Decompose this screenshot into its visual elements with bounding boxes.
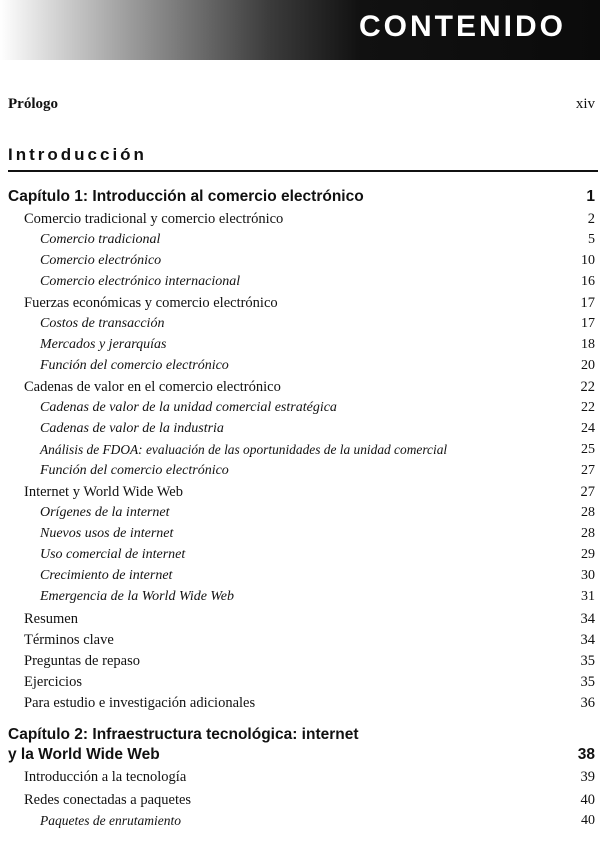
toc-subentry[interactable] (0, 253, 600, 273)
toc-entry[interactable] (0, 769, 600, 789)
toc-entry-label: Crecimiento de internet (40, 568, 173, 583)
toc-entry-label: Redes conectadas a paquetes (24, 792, 192, 808)
toc-subentry[interactable] (0, 568, 600, 588)
toc-entry[interactable] (0, 632, 600, 652)
chapter-page: 38 (577, 746, 595, 763)
toc-entry-label: Resumen (24, 611, 78, 627)
toc-entry-label: Ejercicios (24, 674, 82, 690)
toc-entry-label: Uso comercial de internet (40, 547, 186, 562)
toc-entry-page: 29 (581, 547, 595, 562)
toc-subentry[interactable] (0, 316, 600, 336)
toc-entry[interactable] (0, 653, 600, 673)
toc-entry-label: Comercio electrónico internacional (40, 274, 241, 289)
toc-subentry[interactable] (0, 463, 600, 483)
toc-entry-label: Comercio tradicional (40, 232, 161, 247)
toc-entry-page: 30 (581, 568, 595, 583)
toc-entry[interactable] (0, 695, 600, 715)
section-title: Introducción (8, 145, 147, 164)
toc-entry-page: 28 (581, 526, 595, 541)
toc-subentry[interactable] (0, 526, 600, 546)
toc-entry-label: Cadenas de valor de la unidad comercial estratégica (40, 400, 337, 415)
toc-entry-page: 17 (580, 295, 595, 311)
toc-entry-page: 18 (581, 337, 595, 352)
chapter-title: Capítulo 2: Infraestructura tecnológica: internet (8, 726, 359, 743)
toc-entry-page: 39 (580, 769, 595, 785)
toc-entry-prologue[interactable] (0, 96, 600, 116)
toc-entry[interactable] (0, 674, 600, 694)
toc-subentry[interactable] (0, 232, 600, 252)
toc-entry-page: 35 (580, 653, 595, 669)
toc-entry-label: Análisis de FDOA: evaluación de las oportunidades de la unidad comercial (40, 442, 448, 457)
toc-entry-label: Internet y World Wide Web (24, 484, 183, 500)
toc-entry-page: 22 (580, 379, 595, 395)
toc-entry-label: Comercio electrónico (40, 253, 162, 268)
toc-entry-page: 27 (580, 484, 595, 500)
toc-subentry[interactable] (0, 589, 600, 609)
toc-subentry[interactable] (0, 505, 600, 525)
toc-entry-page: 28 (581, 505, 595, 520)
toc-entry-label: Función del comercio electrónico (40, 463, 229, 478)
toc-entry-page: 40 (581, 813, 595, 828)
toc-subentry[interactable] (0, 337, 600, 357)
toc-entry-label: Nuevos usos de internet (40, 526, 174, 541)
toc-entry-page: 34 (580, 632, 595, 648)
toc-entry-label: Términos clave (24, 632, 114, 648)
toc-entry-label: Introducción a la tecnología (24, 769, 187, 785)
toc-entry-label: Cadenas de valor de la industria (40, 421, 224, 436)
page-title: CONTENIDO (359, 10, 566, 43)
toc-entry-label: Cadenas de valor en el comercio electrónico (24, 379, 281, 395)
toc-entry-label: Fuerzas económicas y comercio electrónico (24, 295, 278, 311)
toc-entry[interactable] (0, 484, 600, 504)
toc-subentry[interactable] (0, 813, 600, 833)
toc-subentry[interactable] (0, 547, 600, 567)
toc-entry-page: 40 (580, 792, 595, 808)
toc-subentry[interactable] (0, 442, 600, 462)
toc-entry-label: Comercio tradicional y comercio electrónico (24, 211, 284, 227)
toc-entry[interactable] (0, 611, 600, 631)
toc-entry-label: Para estudio e investigación adicionales (24, 695, 256, 711)
toc-entry-page: 16 (581, 274, 595, 289)
toc-subentry[interactable] (0, 358, 600, 378)
section-heading (8, 145, 598, 165)
toc-entry-page: 36 (580, 695, 595, 711)
toc-chapter-1[interactable] (0, 188, 600, 208)
toc-entry-label: Paquetes de enrutamiento (40, 813, 181, 828)
toc-chapter-2-line1[interactable] (0, 726, 600, 746)
toc-entry-label: Preguntas de repaso (24, 653, 140, 669)
toc-entry[interactable] (0, 211, 600, 231)
toc-entry-label: Función del comercio electrónico (40, 358, 229, 373)
toc-subentry[interactable] (0, 421, 600, 441)
toc-entry-label: Prólogo (8, 96, 58, 112)
toc-subentry[interactable] (0, 400, 600, 420)
toc-entry-page: 20 (581, 358, 595, 373)
toc-chapter-2-line2[interactable] (0, 746, 600, 766)
chapter-page: 1 (586, 188, 595, 205)
toc-entry-page: 31 (581, 589, 595, 604)
toc-entry-page: 24 (581, 421, 595, 436)
toc-entry-page: 35 (580, 674, 595, 690)
toc-entry-page: 17 (581, 316, 595, 331)
toc-entry-label: Costos de transacción (40, 316, 165, 331)
toc-entry-page: 22 (581, 400, 595, 415)
toc-entry-page: 2 (587, 211, 595, 227)
toc-entry-page: 10 (581, 253, 595, 268)
chapter-title: Capítulo 1: Introducción al comercio electrónico (8, 188, 364, 205)
header-band (0, 0, 600, 60)
toc-entry-page: xiv (575, 96, 595, 112)
toc-entry-label: Mercados y jerarquías (40, 337, 167, 352)
toc-entry-label: Emergencia de la World Wide Web (40, 589, 235, 604)
toc-entry-page: 25 (581, 442, 595, 457)
toc-entry[interactable] (0, 379, 600, 399)
toc-subentry[interactable] (0, 274, 600, 294)
toc-entry-page: 34 (580, 611, 595, 627)
toc-entry[interactable] (0, 295, 600, 315)
toc-entry-label: Orígenes de la internet (40, 505, 170, 520)
toc-entry-page: 27 (581, 463, 595, 478)
chapter-title-continued: y la World Wide Web (8, 746, 160, 763)
toc-entry[interactable] (0, 792, 600, 812)
section-divider (8, 170, 598, 172)
toc-entry-page: 5 (588, 232, 595, 247)
